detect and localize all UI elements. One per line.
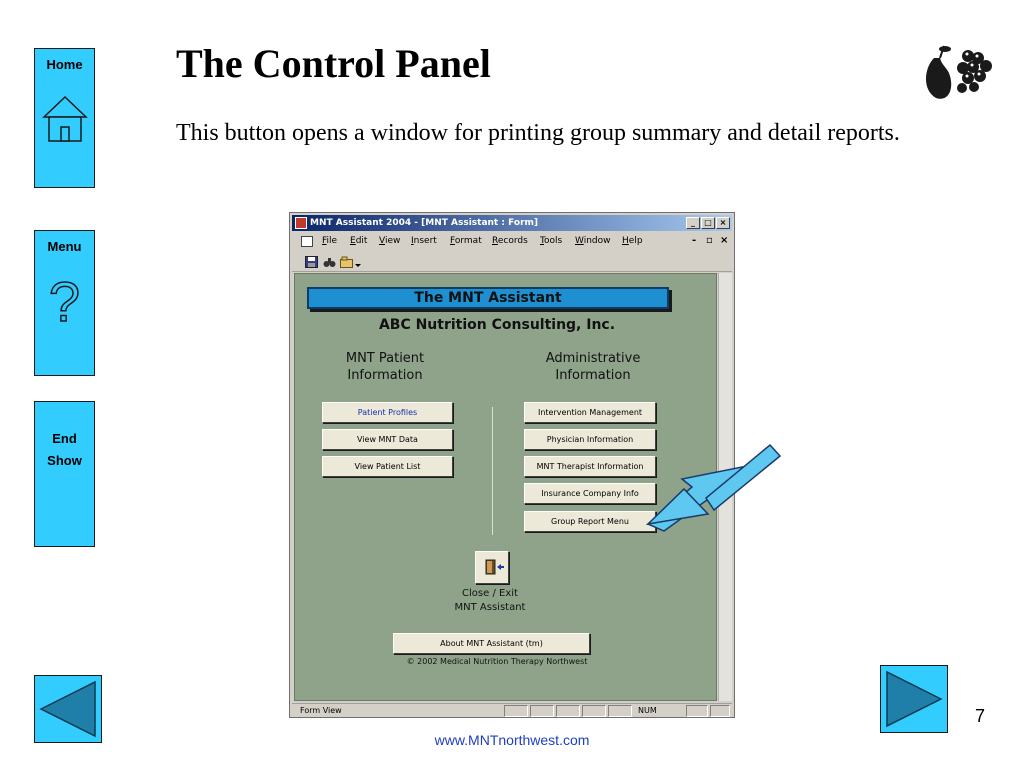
insurance-company-info-button[interactable]: Insurance Company Info bbox=[524, 483, 656, 504]
status-panel bbox=[608, 705, 632, 717]
end-label bbox=[35, 402, 94, 472]
admin-heading-line2: Information bbox=[555, 368, 631, 383]
physician-information-button[interactable]: Physician Information bbox=[524, 429, 656, 450]
exit-door-icon bbox=[476, 552, 508, 583]
close-exit-button[interactable] bbox=[475, 551, 509, 584]
toolbar bbox=[292, 252, 732, 272]
status-panel bbox=[504, 705, 528, 717]
form-document-icon[interactable] bbox=[301, 236, 313, 247]
fruit-logo-icon bbox=[918, 40, 994, 102]
access-app-icon bbox=[295, 217, 307, 229]
database-window-icon[interactable] bbox=[340, 256, 353, 268]
minimize-button[interactable]: _ bbox=[686, 217, 700, 229]
question-icon: ? bbox=[48, 270, 81, 333]
menu-view[interactable]: View bbox=[379, 236, 401, 246]
patient-profiles-button[interactable]: Patient Profiles bbox=[322, 402, 453, 423]
menu-label: Menu bbox=[47, 239, 82, 254]
status-bar bbox=[292, 703, 732, 717]
patient-heading-line1: MNT Patient bbox=[345, 351, 425, 366]
view-mnt-data-button[interactable]: View MNT Data bbox=[322, 429, 453, 450]
slide-number: 7 bbox=[975, 706, 986, 726]
menu-bar bbox=[292, 233, 732, 251]
status-panel bbox=[530, 705, 554, 717]
menu-file[interactable]: File bbox=[322, 236, 338, 246]
close-button[interactable]: × bbox=[716, 217, 730, 229]
toolbar-options-icon[interactable] bbox=[355, 256, 361, 268]
window-title: MNT Assistant 2004 - [MNT Assistant : Form] bbox=[310, 218, 538, 228]
resize-grip[interactable] bbox=[710, 705, 730, 717]
status-num-lock: NUM bbox=[638, 706, 657, 715]
end-show-button[interactable] bbox=[34, 401, 95, 547]
copyright-notice: © 2002 Medical Nutrition Therapy Northwest bbox=[406, 657, 588, 666]
menu-insert[interactable]: Insert bbox=[411, 236, 437, 246]
exit-label-line1: Close / Exit bbox=[462, 588, 518, 599]
status-form-view: Form View bbox=[300, 706, 342, 715]
mnt-therapist-information-button[interactable]: MNT Therapist Information bbox=[524, 456, 656, 477]
status-panel bbox=[556, 705, 580, 717]
intervention-management-button[interactable]: Intervention Management bbox=[524, 402, 656, 423]
next-slide-button[interactable] bbox=[880, 665, 948, 733]
exit-label bbox=[415, 587, 565, 615]
home-label: Home bbox=[46, 57, 83, 72]
admin-info-heading bbox=[503, 350, 683, 384]
window-title-bar bbox=[292, 215, 732, 231]
save-icon[interactable] bbox=[305, 256, 318, 268]
exit-label-line2: MNT Assistant bbox=[454, 602, 526, 613]
end-label-line2: Show bbox=[47, 453, 82, 468]
column-divider bbox=[492, 407, 493, 535]
form-banner: The MNT Assistant bbox=[307, 287, 669, 309]
status-panel bbox=[582, 705, 606, 717]
menu-format[interactable]: Format bbox=[450, 236, 482, 246]
view-patient-list-button[interactable]: View Patient List bbox=[322, 456, 453, 477]
menu-records[interactable]: Records bbox=[492, 236, 528, 246]
footer-url[interactable]: www.MNTnorthwest.com bbox=[434, 732, 590, 748]
right-arrow-icon bbox=[881, 666, 947, 732]
maximize-button[interactable]: □ bbox=[701, 217, 715, 229]
house-icon bbox=[42, 95, 88, 145]
status-panel bbox=[686, 705, 708, 717]
end-label-line1: End bbox=[52, 431, 77, 446]
group-report-menu-button[interactable]: Group Report Menu bbox=[524, 511, 656, 532]
mdi-minimize-button[interactable]: - bbox=[692, 235, 697, 246]
company-name: ABC Nutrition Consulting, Inc. bbox=[378, 317, 616, 333]
patient-heading-line2: Information bbox=[347, 368, 423, 383]
callout-arrow-icon bbox=[640, 440, 785, 535]
menu-edit[interactable]: Edit bbox=[350, 236, 368, 246]
patient-info-heading bbox=[295, 350, 475, 384]
menu-help[interactable]: Help bbox=[622, 236, 643, 246]
home-button[interactable] bbox=[34, 48, 95, 188]
menu-tools[interactable]: Tools bbox=[540, 236, 563, 246]
menu-button[interactable] bbox=[34, 230, 95, 376]
page-description: This button opens a window for printing group summary and detail reports. bbox=[176, 120, 900, 146]
about-mnt-assistant-button[interactable]: About MNT Assistant (tm) bbox=[393, 633, 590, 654]
mdi-close-button[interactable]: × bbox=[720, 235, 729, 246]
menu-window[interactable]: Window bbox=[575, 236, 611, 246]
admin-heading-line1: Administrative bbox=[545, 351, 641, 366]
find-binoculars-icon[interactable] bbox=[323, 256, 336, 268]
page-title: The Control Panel bbox=[176, 41, 491, 86]
mdi-restore-button[interactable]: ▫ bbox=[706, 235, 713, 246]
